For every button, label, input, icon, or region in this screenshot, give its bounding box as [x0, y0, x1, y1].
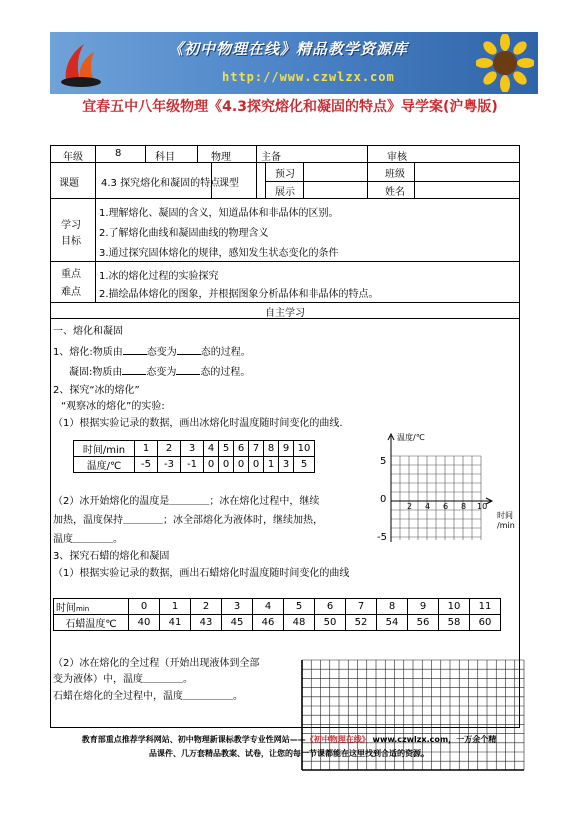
- graph-y-tick: 0: [380, 494, 387, 505]
- observe-ice-heading: “观察冰的熔化”的实验:: [61, 401, 165, 412]
- ice-experiment-heading: 2、探究“冰的熔化”: [53, 385, 140, 396]
- grade-value: 8: [115, 148, 122, 159]
- lesson-type-preview: 预习: [275, 169, 295, 180]
- wax-data-table: [53, 598, 501, 631]
- reviewer-label: 审核: [387, 152, 407, 163]
- focus-label-line2: 难点: [61, 287, 81, 298]
- graph-x-label: 时间: [497, 511, 513, 520]
- lesson-type-display: 展示: [275, 187, 295, 198]
- wax-question-1: （1）根据实验记录的数据，画出石蜡熔化时温度随时间变化的曲线: [53, 568, 350, 579]
- topic-value: 4.3 探究熔化和凝固的特点: [101, 178, 221, 189]
- ice-temperature-row: 温度/℃ -5 -3 -1 0 0 0 0 1 3 5: [74, 457, 315, 473]
- sunflower-icon: [476, 34, 534, 92]
- table-header: 石蜡温度℃: [54, 615, 129, 631]
- site-banner: [50, 32, 538, 94]
- graph-x-tick: 2: [407, 502, 413, 511]
- worksheet: [50, 145, 520, 728]
- subject-value: 物理: [211, 152, 231, 163]
- document-title: 宜春五中八年级物理《4.3探究熔化和凝固的特点》导学案(沪粤版): [82, 99, 498, 115]
- focus-item: 1.冰的熔化过程的实验探究: [99, 271, 219, 282]
- graph-y-tick: 5: [380, 456, 387, 467]
- class-label: 班级: [385, 169, 405, 180]
- ice-question-2-cont: 加热，温度保持＿＿＿＿；冰全部熔化为液体时，继续加热，: [53, 515, 323, 526]
- lesson-type-label: 课型: [219, 178, 239, 189]
- graph-y-label: 温度/℃: [397, 433, 425, 442]
- wax-temperature-row: 石蜡温度℃ 40 41 43 45 46 48 50 52 54 56 58 60: [54, 615, 501, 631]
- graph-x-unit: /min: [497, 521, 515, 530]
- graph-x-tick: 4: [425, 502, 431, 511]
- banner-title: 《初中物理在线》精品教学资源库: [168, 40, 409, 58]
- graph-y-tick: -5: [377, 532, 387, 543]
- graph-x-tick: 6: [443, 502, 449, 511]
- wax-time-row: 时间min 0 1 2 3 4 5 6 7 8 9 10 11: [54, 599, 501, 615]
- topic-label: 课题: [59, 178, 79, 189]
- wax-experiment-heading: 3、探究石蜡的熔化和凝固: [53, 551, 170, 562]
- focus-item: 2.描绘晶体熔化的图象，并根据图象分析晶体和非晶体的特点。: [99, 289, 379, 300]
- goal-item: 1.理解熔化、凝固的含义，知道晶体和非晶体的区别。: [99, 208, 339, 219]
- ice-data-table: [73, 440, 315, 473]
- wax-question-2-cont: 变为液体）中，温度＿＿＿＿。: [53, 674, 193, 685]
- self-study-heading: 自主学习: [265, 308, 305, 319]
- ice-question-1: （1）根据实验记录的数据，画出冰熔化时温度随时间变化的曲线.: [53, 418, 343, 429]
- table-header: 时间/min: [74, 441, 135, 457]
- lead-preparer-label: 主备: [261, 152, 281, 163]
- ice-question-2-cont: 温度＿＿＿＿。: [53, 534, 123, 545]
- ice-time-row: 时间/min 1 2 3 4 5 6 7 8 9 10: [74, 441, 315, 457]
- table-header: 时间min: [54, 599, 129, 615]
- goal-item: 3.通过探究固体熔化的规律，感知发生状态变化的条件: [99, 248, 339, 259]
- site-logo-icon: [56, 36, 106, 90]
- solidification-definition: 凝固:物质由 态变为 态的过程。: [69, 367, 251, 378]
- wax-question-2-cont: 石蜡在熔化的全过程中，温度＿＿＿＿＿。: [53, 691, 243, 702]
- section-heading: 一、熔化和凝固: [53, 326, 123, 337]
- grade-label: 年级: [63, 152, 83, 163]
- melting-definition: 1、熔化:物质由 态变为 态的过程。: [53, 347, 251, 358]
- name-label: 姓名: [385, 187, 405, 198]
- subject-label: 科目: [155, 152, 175, 163]
- footer-note: 教育部重点推荐学科网站、初中物理新课标教学专业性网站——《初中物理在线》 www.czwlzx.com，一万余个精 品课件、几万套精品教案、试卷，让您的每一节课都能在这里找到合适的资源。: [81, 735, 497, 758]
- graph-x-tick: 10: [477, 502, 488, 511]
- goal-item: 2.了解熔化曲线和凝固曲线的物理含义: [99, 228, 269, 239]
- focus-label-line1: 重点: [61, 269, 81, 280]
- banner-url[interactable]: http://www.czwlzx.com: [222, 70, 395, 84]
- table-header: 温度/℃: [74, 457, 135, 473]
- graph-x-tick: 8: [461, 502, 467, 511]
- ice-graph-grid: [373, 428, 519, 553]
- goals-label-line1: 学习: [61, 220, 81, 231]
- goals-label-line2: 目标: [61, 236, 81, 247]
- ice-question-2: （2）冰开始熔化的温度是＿＿＿＿；冰在熔化过程中，继续: [53, 496, 320, 507]
- wax-question-2: （2）冰在熔化的全过程（开始出现液体到全部: [53, 658, 260, 669]
